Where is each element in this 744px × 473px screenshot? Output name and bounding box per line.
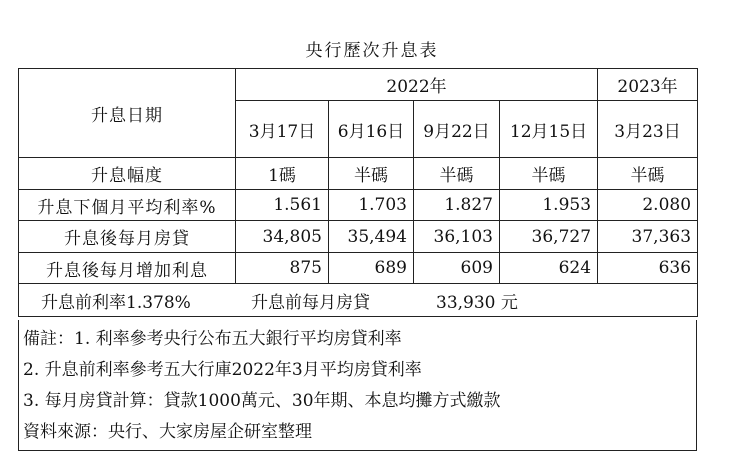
cell: 1.827 — [414, 190, 500, 221]
note-line: 2. 升息前利率參考五大行庫2022年3月平均房貸利率 — [23, 360, 422, 380]
cell: 1碼 — [236, 158, 329, 190]
header-date: 3月23日 — [598, 101, 698, 158]
table-row — [19, 221, 698, 253]
prior-payment-value: 33,930 元 — [436, 292, 518, 313]
cell: 34,805 — [236, 221, 329, 253]
cell: 609 — [414, 253, 500, 284]
table-row — [19, 158, 698, 190]
cell: 636 — [598, 253, 698, 284]
cell: 37,363 — [598, 221, 698, 253]
header-date: 3月17日 — [236, 101, 329, 158]
cell: 半碼 — [500, 158, 598, 190]
cell: 875 — [236, 253, 329, 284]
note-line: 3. 每月房貸計算：貸款1000萬元、30年期、本息均攤方式繳款 — [23, 391, 501, 411]
cell: 半碼 — [329, 158, 414, 190]
notes-box — [18, 320, 697, 451]
header-date: 9月22日 — [414, 101, 500, 158]
cell: 624 — [500, 253, 598, 284]
note-source: 資料來源：央行、大家房屋企研室整理 — [23, 422, 312, 442]
cell: 36,727 — [500, 221, 598, 253]
cell: 36,103 — [414, 221, 500, 253]
summary-row — [19, 284, 698, 317]
row-label: 升息後每月房貸 — [19, 221, 236, 253]
cell: 半碼 — [598, 158, 698, 190]
header-year-2023: 2023年 — [598, 69, 698, 101]
row-label: 升息後每月增加利息 — [19, 253, 236, 284]
cell: 2.080 — [598, 190, 698, 221]
table-row — [19, 253, 698, 284]
cell: 1.953 — [500, 190, 598, 221]
prior-payment-label: 升息前每月房貸 — [251, 292, 370, 313]
cell: 1.561 — [236, 190, 329, 221]
prior-rate: 升息前利率1.378% — [41, 292, 191, 313]
header-date: 6月16日 — [329, 101, 414, 158]
rate-hike-table — [18, 68, 698, 317]
cell: 35,494 — [329, 221, 414, 253]
table-title: 央行歷次升息表 — [305, 41, 439, 61]
header-date-label: 升息日期 — [19, 69, 236, 158]
row-label: 升息下個月平均利率% — [19, 190, 236, 221]
cell: 半碼 — [414, 158, 500, 190]
cell: 1.703 — [329, 190, 414, 221]
table-row — [19, 190, 698, 221]
note-line: 備註：1. 利率參考央行公布五大銀行平均房貸利率 — [23, 329, 402, 349]
header-year-2022: 2022年 — [236, 69, 598, 101]
cell: 689 — [329, 253, 414, 284]
row-label: 升息幅度 — [19, 158, 236, 190]
header-date: 12月15日 — [500, 101, 598, 158]
